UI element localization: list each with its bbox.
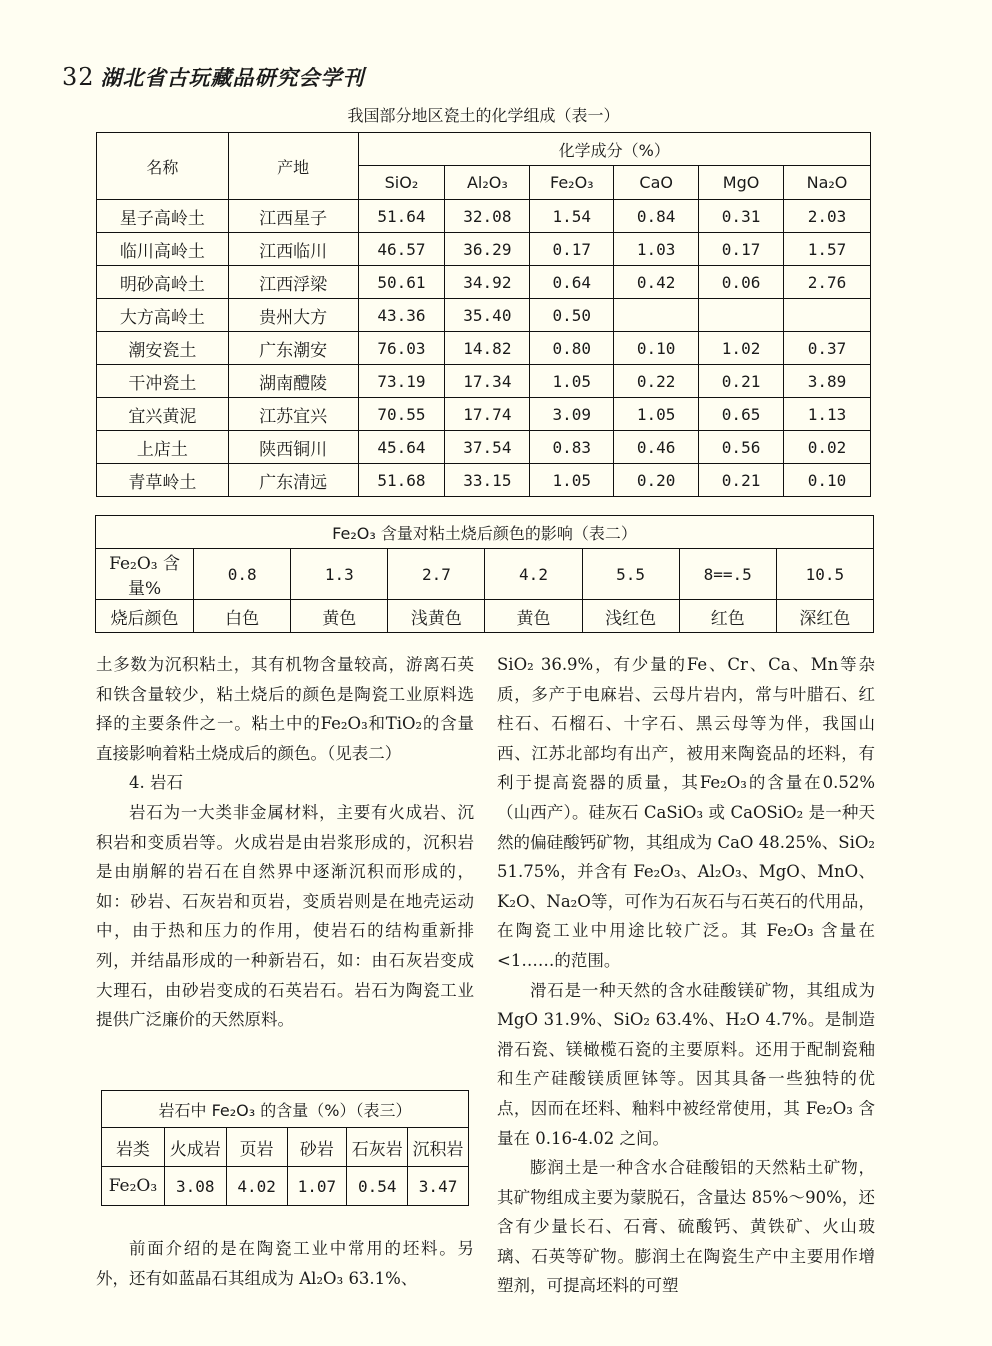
table3-caption: 岩石中 Fe₂O₃ 的含量（%）（表三） [102,1091,469,1128]
left-paragraph: 土多数为沉积粘土，其有机物含量较高，游离石英和铁含量较少，粘土烧后的颜色是陶瓷工业原料选择的主要条件之一。粘土中的Fe₂O₃和TiO₂的含量直接影响着粘土烧成后的颜色。（见表二） [96,655,474,763]
header-origin: 产地 [228,133,358,200]
cell-value: 0.21 [699,464,784,497]
cell-value: 0.64 [530,266,614,299]
cell-origin: 贵州大方 [228,299,358,332]
table-row [97,398,871,431]
cell-origin: 湖南醴陵 [228,365,358,398]
cell-value: 2.03 [784,200,871,233]
cell-value: 0.31 [699,200,784,233]
cell-name: 星子高岭土 [97,200,229,233]
running-header [62,62,365,92]
cell-value: 1.05 [530,365,614,398]
cell-value: 0.56 [699,431,784,464]
cell-fired-color: 浅黄色 [388,600,485,633]
table2-fe2o3-color [95,515,874,633]
cell-fe2o3-content: 8==.5 [679,549,776,600]
cell-value: 14.82 [445,332,530,365]
cell-value: 37.54 [445,431,530,464]
left-column-bottom [96,1234,474,1293]
header-chem-col: SiO₂ [358,166,445,200]
cell-value: 1.13 [784,398,871,431]
cell-fired-color: 白色 [194,600,291,633]
header-chem-col: MgO [699,166,784,200]
cell-fired-color: 浅红色 [582,600,679,633]
cell-value: 32.08 [445,200,530,233]
left-column [96,650,474,1035]
cell-name: 宜兴黄泥 [97,398,229,431]
cell-value: 0.02 [784,431,871,464]
cell-fired-color: 深红色 [776,600,873,633]
table-row [97,233,871,266]
cell-value: 0.46 [614,431,699,464]
cell-value: 0.21 [699,365,784,398]
cell-fe2o3-content: 1.3 [291,549,388,600]
cell-rock-value: 3.08 [164,1167,226,1206]
cell-value: 33.15 [445,464,530,497]
cell-fe2o3-content: 4.2 [485,549,582,600]
cell-value: 1.54 [530,200,614,233]
cell-value: 17.74 [445,398,530,431]
cell-value: 0.10 [784,464,871,497]
cell-rock-value: 3.47 [408,1167,469,1206]
table-row [97,431,871,464]
cell-value: 70.55 [358,398,445,431]
cell-fired-color: 黄色 [485,600,582,633]
left-paragraph: 前面介绍的是在陶瓷工业中常用的坯料。另外，还有如蓝晶石其组成为 Al₂O₃ 63.1%、 [96,1239,474,1288]
cell-value [614,299,699,332]
cell-value: 34.92 [445,266,530,299]
cell-value: 0.22 [614,365,699,398]
table-row [97,299,871,332]
cell-rock-type: 页岩 [226,1128,287,1167]
header-chem-group: 化学成分（%） [358,133,871,166]
cell-name: 潮安瓷土 [97,332,229,365]
cell-value: 0.65 [699,398,784,431]
cell-origin: 陕西铜川 [228,431,358,464]
cell-value: 0.37 [784,332,871,365]
cell-origin: 江西浮梁 [228,266,358,299]
cell-value: 45.64 [358,431,445,464]
cell-origin: 江苏宜兴 [228,398,358,431]
cell-fe2o3-content: 5.5 [582,549,679,600]
cell-value: 0.17 [530,233,614,266]
cell-name: 青草岭土 [97,464,229,497]
header-chem-col: Na₂O [784,166,871,200]
cell-value [699,299,784,332]
row-label-rock-type: 岩类 [102,1128,165,1167]
cell-value: 0.83 [530,431,614,464]
table-row [97,464,871,497]
cell-value: 0.80 [530,332,614,365]
cell-origin: 广东清远 [228,464,358,497]
table-row [97,200,871,233]
cell-value: 51.64 [358,200,445,233]
cell-rock-type: 砂岩 [287,1128,347,1167]
cell-name: 明砂高岭土 [97,266,229,299]
cell-value: 0.06 [699,266,784,299]
cell-value: 1.05 [614,398,699,431]
cell-name: 干冲瓷土 [97,365,229,398]
cell-rock-value: 0.54 [347,1167,408,1206]
table2-caption: Fe₂O₃ 含量对粘土烧后颜色的影响（表二） [96,516,874,549]
cell-fired-color: 红色 [679,600,776,633]
cell-value: 0.17 [699,233,784,266]
table1-caption: 我国部分地区瓷土的化学组成（表一） [347,106,620,125]
page-number: 32 [62,63,95,91]
cell-value: 3.09 [530,398,614,431]
section-heading: 4. 岩石 [129,773,183,793]
header-chem-col: Fe₂O₃ [530,166,614,200]
cell-rock-type: 石灰岩 [347,1128,408,1167]
row-label-content: Fe₂O₃ 含量% [96,549,194,600]
cell-value: 76.03 [358,332,445,365]
cell-value: 51.68 [358,464,445,497]
right-paragraph: 膨润土是一种含水合硅酸铝的天然粘土矿物，其矿物组成主要为蒙脱石，含量达 85%～90%，还含有少量长石、石膏、硫酸钙、黄铁矿、火山玻璃、石英等矿物。膨润土在陶瓷生产中主要用作增塑剂，可提高坯料的可塑 [497,1158,875,1296]
cell-name: 临川高岭土 [97,233,229,266]
cell-value: 0.42 [614,266,699,299]
cell-fe2o3-content: 10.5 [776,549,873,600]
cell-value: 35.40 [445,299,530,332]
row-label-fe2o3: Fe₂O₃ [102,1167,165,1206]
cell-fe2o3-content: 0.8 [194,549,291,600]
cell-value: 2.76 [784,266,871,299]
table-row [97,365,871,398]
right-paragraph: SiO₂ 36.9%，有少量的Fe、Cr、Ca、Mn等杂质，多产于电麻岩、云母片岩内，常与叶腊石、红柱石、石榴石、十字石、黑云母等为伴，我国山西、江苏北部均有出产，被用来陶瓷品的坯料，有利于提高瓷器的质量，其Fe₂O₃的含量在0.52%（山西产）。硅灰石 CaSiO₃ 或 CaOSiO₂ 是一种天然的偏硅酸钙矿物，其组成为 CaO 48.25%、SiO₂ 51.75%，并含有 Fe₂O₃、Al₂O₃、MgO、MnO、K₂O、Na₂O等，可作为石灰石与石英石的代用品，在陶瓷工业中用途比较广泛。其 Fe₂O₃ 含量在<1……的范围。 [497,655,875,970]
cell-value: 43.36 [358,299,445,332]
right-column [497,650,875,1301]
right-paragraph: 滑石是一种天然的含水硅酸镁矿物，其组成为 MgO 31.9%、SiO₂ 63.4%、H₂O 4.7%。是制造滑石瓷、镁橄榄石瓷的主要原料。还用于配制瓷釉和生产硅酸镁质匣钵等。因其具备一些独特的优点，因而在坯料、釉料中被经常使用，其 Fe₂O₃ 含量在 0.16-4.02 之间。 [497,980,875,1148]
cell-rock-type: 火成岩 [164,1128,226,1167]
cell-value: 1.03 [614,233,699,266]
cell-rock-value: 4.02 [226,1167,287,1206]
journal-title: 湖北省古玩藏品研究会学刊 [100,65,365,90]
cell-origin: 江西星子 [228,200,358,233]
cell-value: 1.02 [699,332,784,365]
header-name: 名称 [97,133,229,200]
cell-name: 上店土 [97,431,229,464]
cell-value: 0.50 [530,299,614,332]
table-row [97,266,871,299]
table-row [97,332,871,365]
cell-fired-color: 黄色 [291,600,388,633]
cell-value: 73.19 [358,365,445,398]
cell-value: 0.84 [614,200,699,233]
header-chem-col: Al₂O₃ [445,166,530,200]
cell-value: 17.34 [445,365,530,398]
table3-rock-fe2o3 [101,1090,469,1206]
cell-value: 0.20 [614,464,699,497]
cell-rock-type: 沉积岩 [408,1128,469,1167]
cell-origin: 广东潮安 [228,332,358,365]
cell-value: 1.57 [784,233,871,266]
cell-value: 3.89 [784,365,871,398]
cell-value: 1.05 [530,464,614,497]
cell-rock-value: 1.07 [287,1167,347,1206]
row-label-color: 烧后颜色 [96,600,194,633]
cell-value: 46.57 [358,233,445,266]
header-chem-col: CaO [614,166,699,200]
cell-origin: 江西临川 [228,233,358,266]
cell-value: 0.10 [614,332,699,365]
table1-chemical-composition [96,132,871,497]
cell-value: 50.61 [358,266,445,299]
cell-value [784,299,871,332]
cell-name: 大方高岭土 [97,299,229,332]
left-paragraph: 岩石为一大类非金属材料，主要有火成岩、沉积岩和变质岩等。火成岩是由岩浆形成的，沉积岩是由崩解的岩石在自然界中逐渐沉积而形成的，如：砂岩、石灰岩和页岩，变质岩则是在地壳运动中，由于热和压力的作用，使岩石的结构重新排列，并结晶形成的一种新岩石，如：由石灰岩变成大理石，由砂岩变成的石英岩石。岩石为陶瓷工业提供广泛廉价的天然原料。 [96,802,474,1030]
cell-value: 36.29 [445,233,530,266]
cell-fe2o3-content: 2.7 [388,549,485,600]
